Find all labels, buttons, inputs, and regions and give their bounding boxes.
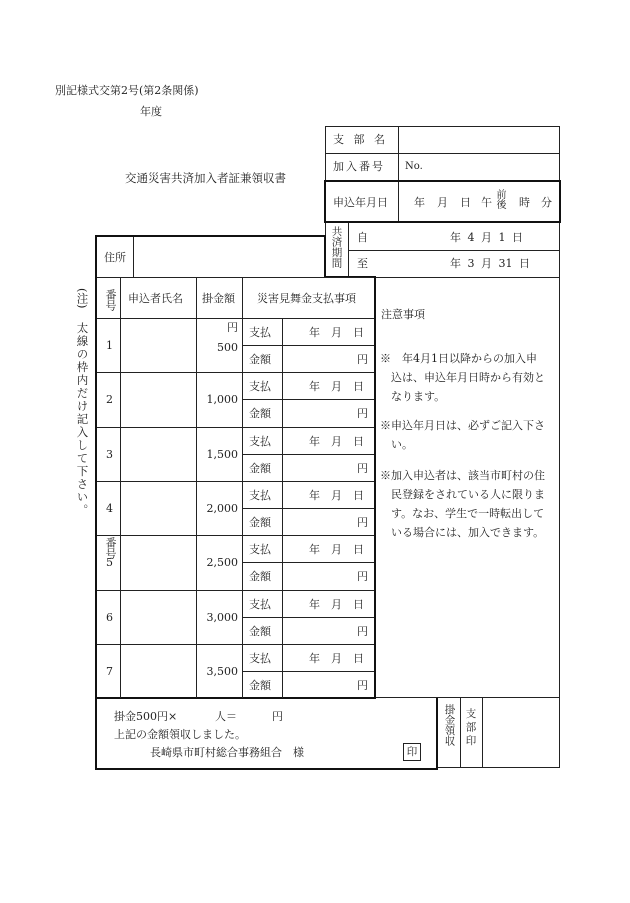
applicant-name-field[interactable] <box>122 646 194 696</box>
amount-yen: 円 <box>357 407 368 420</box>
paid-date: 年 月 日 <box>309 380 364 393</box>
header-benefit: 災害見舞金支払事項 <box>257 292 356 305</box>
paid-label: 支払 <box>249 489 271 502</box>
row-number: 2 <box>106 393 113 406</box>
apply-go-unit: 午 <box>481 196 492 209</box>
row-number: 7 <box>106 665 113 678</box>
receipt-frame-right <box>436 697 438 770</box>
table-row-divider <box>97 427 374 428</box>
amount-yen: 円 <box>357 679 368 692</box>
header-applicant-name: 申込者氏名 <box>128 292 183 305</box>
header-premium: 掛金額 <box>202 292 235 305</box>
apply-minute-unit: 分 <box>541 196 552 209</box>
notes-title: 注意事項 <box>381 308 425 321</box>
applicant-name-field[interactable] <box>122 537 194 587</box>
row-number: 4 <box>106 502 113 515</box>
amount-label: 金額 <box>249 516 271 529</box>
paid-date: 年 月 日 <box>309 652 364 665</box>
address-field[interactable] <box>135 238 323 276</box>
benefit-divider <box>243 671 374 672</box>
paid-label: 支払 <box>249 598 271 611</box>
benefit-divider <box>243 617 374 618</box>
table-row-divider <box>97 590 374 591</box>
premium-amount: 2,500 <box>206 556 238 569</box>
period-to-label: 至 <box>357 257 368 270</box>
paid-date: 年 月 日 <box>309 435 364 448</box>
amount-yen: 円 <box>357 625 368 638</box>
amount-label: 金額 <box>249 353 271 366</box>
receipt-people: 人＝ <box>215 710 237 723</box>
amount-label: 金額 <box>249 462 271 475</box>
amount-yen: 円 <box>357 353 368 366</box>
applicant-name-field[interactable] <box>122 429 194 479</box>
applicant-name-field[interactable] <box>122 374 194 424</box>
note-line: ※申込年月日は、必ずご記入下さ <box>380 419 545 432</box>
note-line: 込は、申込年月日時から有効と <box>380 371 545 384</box>
paid-date: 年 月 日 <box>309 489 364 502</box>
applicant-name-field[interactable] <box>122 483 194 533</box>
seal-mark: 印 <box>403 743 421 761</box>
header-number: 番号 <box>104 289 117 311</box>
apply-month-unit: 月 <box>437 196 448 209</box>
benefit-divider <box>243 399 374 400</box>
applicant-name-field[interactable] <box>122 592 194 642</box>
member-number-prefix: No. <box>405 161 423 172</box>
note-line: なります。 <box>380 390 446 403</box>
receipt-total-unit: 円 <box>272 710 283 723</box>
member-number-field[interactable] <box>425 154 558 180</box>
table-row-divider <box>97 535 374 536</box>
side-note-text: 太線の枠内だけ記入して下さい。 <box>75 322 90 517</box>
row-number: 5 <box>106 556 113 569</box>
paid-label: 支払 <box>249 435 271 448</box>
period-from-date: 年 4 月 1 日 <box>450 231 523 244</box>
note-line: いる場合には、加入できます。 <box>380 526 545 539</box>
address-label: 住所 <box>104 251 126 264</box>
paid-date: 年 月 日 <box>309 543 364 556</box>
note-line: 民登録をされている人に限りま <box>380 488 545 501</box>
branch-name-label: 支 部 名 <box>333 133 388 146</box>
table-bottom-rule <box>95 697 376 699</box>
row-number: 6 <box>106 611 113 624</box>
note-line: い。 <box>380 438 413 451</box>
note-line: ※ 年4月1日以降からの加入申 <box>380 352 537 365</box>
receipt-issuer: 長崎県市町村総合事務組合 様 <box>150 746 304 759</box>
premium-amount: 2,000 <box>206 502 238 515</box>
branch-seal-label: 支部印 <box>464 708 477 749</box>
row-number: 1 <box>106 339 113 352</box>
fiscal-year-label: 年度 <box>140 105 162 118</box>
premium-yen-unit: 円 <box>227 321 238 334</box>
table-row-divider <box>97 372 374 373</box>
benefit-divider <box>243 454 374 455</box>
receipt-premium-rate: 掛金500円× <box>114 710 178 723</box>
side-note-prefix: (注) <box>75 288 90 309</box>
collector-label: 掛金領収 <box>443 704 456 746</box>
apply-ampm-unit: 前後 <box>494 189 505 209</box>
amount-yen: 円 <box>357 570 368 583</box>
period-from-label: 自 <box>357 231 368 244</box>
amount-yen: 円 <box>357 462 368 475</box>
paid-label: 支払 <box>249 326 271 339</box>
paid-label: 支払 <box>249 380 271 393</box>
apply-hour-unit: 時 <box>519 196 530 209</box>
member-number-label: 加入番号 <box>333 160 385 173</box>
paid-date: 年 月 日 <box>309 598 364 611</box>
premium-amount: 1,500 <box>206 448 238 461</box>
note-line: ※加入申込者は、該当市町村の住 <box>380 469 545 482</box>
benefit-divider <box>243 508 374 509</box>
paid-label: 支払 <box>249 543 271 556</box>
amount-label: 金額 <box>249 625 271 638</box>
main-frame-bottom <box>95 768 438 770</box>
note-line: す。なお、学生で一時転出して <box>380 507 545 520</box>
amount-yen: 円 <box>357 516 368 529</box>
premium-amount: 1,000 <box>206 393 238 406</box>
form-reference: 別記様式交第2号(第2条関係) <box>55 84 199 97</box>
premium-amount: 500 <box>217 341 238 354</box>
period-to-date: 年 3 月 31 日 <box>450 257 530 270</box>
table-row-divider <box>97 481 374 482</box>
paid-date: 年 月 日 <box>309 326 364 339</box>
benefit-divider <box>243 345 374 346</box>
table-row-divider <box>97 644 374 645</box>
applicant-name-field[interactable] <box>122 320 194 370</box>
amount-label: 金額 <box>249 570 271 583</box>
paid-label: 支払 <box>249 652 271 665</box>
receipt-statement: 上記の金額領収しました。 <box>114 728 246 741</box>
branch-name-field[interactable] <box>399 127 558 153</box>
amount-label: 金額 <box>249 407 271 420</box>
main-frame-right-lower <box>374 276 376 699</box>
apply-date-label: 申込年月日 <box>333 196 388 209</box>
main-frame-left <box>95 235 97 770</box>
premium-amount: 3,000 <box>206 611 238 624</box>
apply-day-unit: 日 <box>460 196 471 209</box>
premium-amount: 3,500 <box>206 665 238 678</box>
row-number: 3 <box>106 448 113 461</box>
amount-label: 金額 <box>249 679 271 692</box>
document-title: 交通災害共済加入者証兼領収書 <box>125 171 286 185</box>
header-number-repeat: 番号 <box>104 537 117 559</box>
main-frame-right-upper <box>324 235 326 278</box>
coverage-period-label: 共済期間 <box>330 226 343 268</box>
benefit-divider <box>243 562 374 563</box>
main-frame-top <box>95 235 326 237</box>
branch-seal-field[interactable] <box>484 700 557 766</box>
apply-year-unit: 年 <box>414 196 425 209</box>
